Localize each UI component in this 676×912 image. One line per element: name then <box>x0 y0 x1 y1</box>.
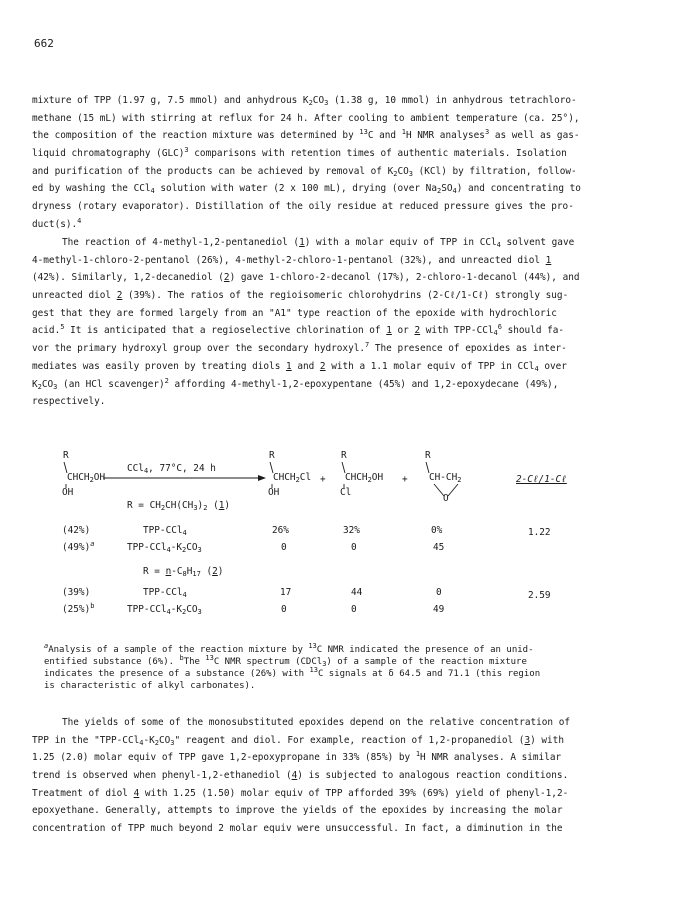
text-line: acid.$^5$ It is anticipated that a regioselective chlorination of 1 or 2 with TPP-CCl$_4^6$ should fa- <box>32 323 565 338</box>
text-line: trend is observed when phenyl-1,2-ethanediol (4) is subjected to analogous reaction conditions. <box>32 770 569 782</box>
footnote-line: indicates the presence of a substance (26%) with $^{13}$C signals at δ 64.5 and 71.1 (this region <box>44 666 541 679</box>
diol-recovered: $(49\%)^a$ <box>62 540 95 553</box>
text-line: 1.25 (2.0) molar equiv of TPP gave 1,2-epoxypropane in 33% (85%) by $^1$H NMR analyses. A similar <box>32 750 562 764</box>
product2-chlorine: Cl <box>340 487 352 498</box>
yield-2-chloro: 0 <box>281 604 287 615</box>
text-line: The yields of some of the monosubstituted epoxides depend on the relative concentration of <box>62 717 570 728</box>
yield-1-chloro: 0 <box>351 542 357 553</box>
text-line: mediates was easily proven by treating diols 1 and 2 with a 1.1 molar equiv of TPP in CCl$_4$ over <box>32 360 567 373</box>
paragraph-discussion <box>32 714 650 838</box>
page-number: 662 <box>34 37 54 50</box>
text-line: epoxyethane. Generally, attempts to improve the yields of the epoxides by increasing the molar <box>32 805 563 817</box>
r-group-product1: R <box>269 450 275 461</box>
text-line: duct(s).$^4$ <box>32 216 82 230</box>
yield-2-chloro: 26% <box>272 525 289 536</box>
epoxide-oxygen: O <box>443 493 449 504</box>
reagent: TPP-CCl$_4$ <box>143 525 187 537</box>
ratio-header: 2-Cℓ/1-Cℓ <box>516 474 567 485</box>
ratio-value: 2.59 <box>528 590 551 601</box>
yield-epoxide: 45 <box>433 542 445 553</box>
text-line: and purification of the products can be achieved by removal of $K_2CO_3$ (KCl) by filtration, follow- <box>32 165 577 178</box>
footnote-line: is characteristic of alkyl carbonates). <box>44 681 256 691</box>
r-group-product2: R <box>341 450 347 461</box>
text-line: dryness (rotary evaporator). Distillation of the oily residue at reduced pressure gives the pro- <box>32 201 574 213</box>
reaction-scheme <box>0 438 676 624</box>
text-line: 4-methyl-1-chloro-2-pentanol (26%), 4-methyl-2-chloro-1-pentanol (32%), and unreacted diol 1 <box>32 254 552 266</box>
text-line: ed by washing the CCl$_4$ solution with water (2 x 100 mL), drying (over $Na_2SO_4$) and concentrating to <box>32 183 581 196</box>
product1-hydroxyl: OH <box>268 487 280 498</box>
text-line: mixture of TPP (1.97 g, 7.5 mmol) and anhydrous $K_2CO_3$ (1.38 g, 10 mmol) in anhydrous tetrachloro- <box>32 95 577 107</box>
plus-sign: + <box>402 474 408 485</box>
yield-epoxide: 0% <box>431 525 443 536</box>
paragraph-experimental <box>32 92 650 234</box>
r-definition-1: $R = CH_2CH(CH_3)_2$ (1) <box>127 500 231 512</box>
reagent: TPP-CCl$_4$ <box>143 587 187 599</box>
reaction-conditions: CCl$_4$, 77°C, 24 h <box>127 463 216 475</box>
text-line: (42%). Similarly, 1,2-decanediol (2) gave 1-chloro-2-decanol (17%), 2-chloro-1-decanol (44%), and <box>32 272 580 284</box>
yield-epoxide: 49 <box>433 604 445 615</box>
text-line: unreacted diol 2 (39%). The ratios of the regioisomeric chlorohydrins (2-Cℓ/1-Cℓ) strongly sug- <box>32 290 569 302</box>
yield-2-chloro: 17 <box>280 587 292 598</box>
text-line: the composition of the reaction mixture was determined by $^{13}$C and $^1$H NMR analyses$^3$ as well as gas- <box>32 128 580 142</box>
diol-hydroxyl: OH <box>62 487 74 498</box>
text-line: respectively. <box>32 396 106 408</box>
text-line: The reaction of 4-methyl-1,2-pentanediol (1) with a molar equiv of TPP in CCl$_4$ solvent gave <box>62 237 575 249</box>
footnote-line: entified substance (6%). $^b$The $^{13}$C NMR spectrum (CDCl$_3$) of a sample of the reaction mixture <box>44 654 527 668</box>
diol-recovered: (42%) <box>62 525 91 536</box>
ratio-value: 1.22 <box>528 527 551 538</box>
text-line: Treatment of diol 4 with 1.25 (1.50) molar equiv of TPP afforded 39% (69%) yield of phenyl-1,2- <box>32 787 569 799</box>
product-1-chloro: $CHCH_2OH$ <box>345 472 384 484</box>
r-group-start: R <box>63 450 69 461</box>
text-line: $K_2CO_3$ (an HCl scavenger)$^2$ affording 4-methyl-1,2-epoxypentane (45%) and 1,2-epoxydecane (49%), <box>32 376 559 391</box>
diol-recovered: $(25\%)^b$ <box>62 602 95 615</box>
diol-structure: $CHCH_2OH$ <box>67 472 106 484</box>
yield-1-chloro: 44 <box>351 587 363 598</box>
product-2-chloro: $CHCH_2Cl$ <box>273 472 312 484</box>
yield-1-chloro: 32% <box>343 525 360 536</box>
text-line: vor the primary hydroxyl group over the secondary hydroxyl.$^7$ The presence of epoxides as inter- <box>32 341 567 355</box>
yield-2-chloro: 0 <box>281 542 287 553</box>
diol-recovered: (39%) <box>62 587 91 598</box>
footnotes <box>44 644 654 692</box>
text-line: concentration of TPP much beyond 2 molar equiv were unsuccessful. In fact, a diminution in the <box>32 823 563 835</box>
reagent: TPP-$CCl_4-K_2CO_3$ <box>127 542 202 554</box>
text-line: methane (15 mL) with stirring at reflux for 24 h. After cooling to ambient temperature (ca. 25°), <box>32 112 580 124</box>
text-line: liquid chromatography (GLC)$^3$ comparisons with retention times of authentic materials. Isolation <box>32 146 567 160</box>
paragraph-results <box>32 234 650 411</box>
text-line: gest that they are formed largely from an "A1" type reaction of the epoxide with hydrochloric <box>32 307 557 319</box>
text-line: TPP in the "$TPP-CCl_4-K_2CO_3$" reagent and diol. For example, reaction of 1,2-propanediol (3) with <box>32 734 564 747</box>
yield-1-chloro: 0 <box>351 604 357 615</box>
footnote-line: $^a$Analysis of a sample of the reaction mixture by $^{13}$C NMR indicated the presence of an unid- <box>44 642 534 655</box>
plus-sign: + <box>320 474 326 485</box>
scheme-bonds <box>0 438 676 624</box>
reagent: TPP-$CCl_4-K_2CO_3$ <box>127 604 202 616</box>
product-epoxide: $CH-CH_2$ <box>429 472 462 484</box>
yield-epoxide: 0 <box>436 587 442 598</box>
r-definition-2: $R = n-C_8H_{17}$ (2) <box>143 566 224 578</box>
r-group-epoxide: R <box>425 450 431 461</box>
